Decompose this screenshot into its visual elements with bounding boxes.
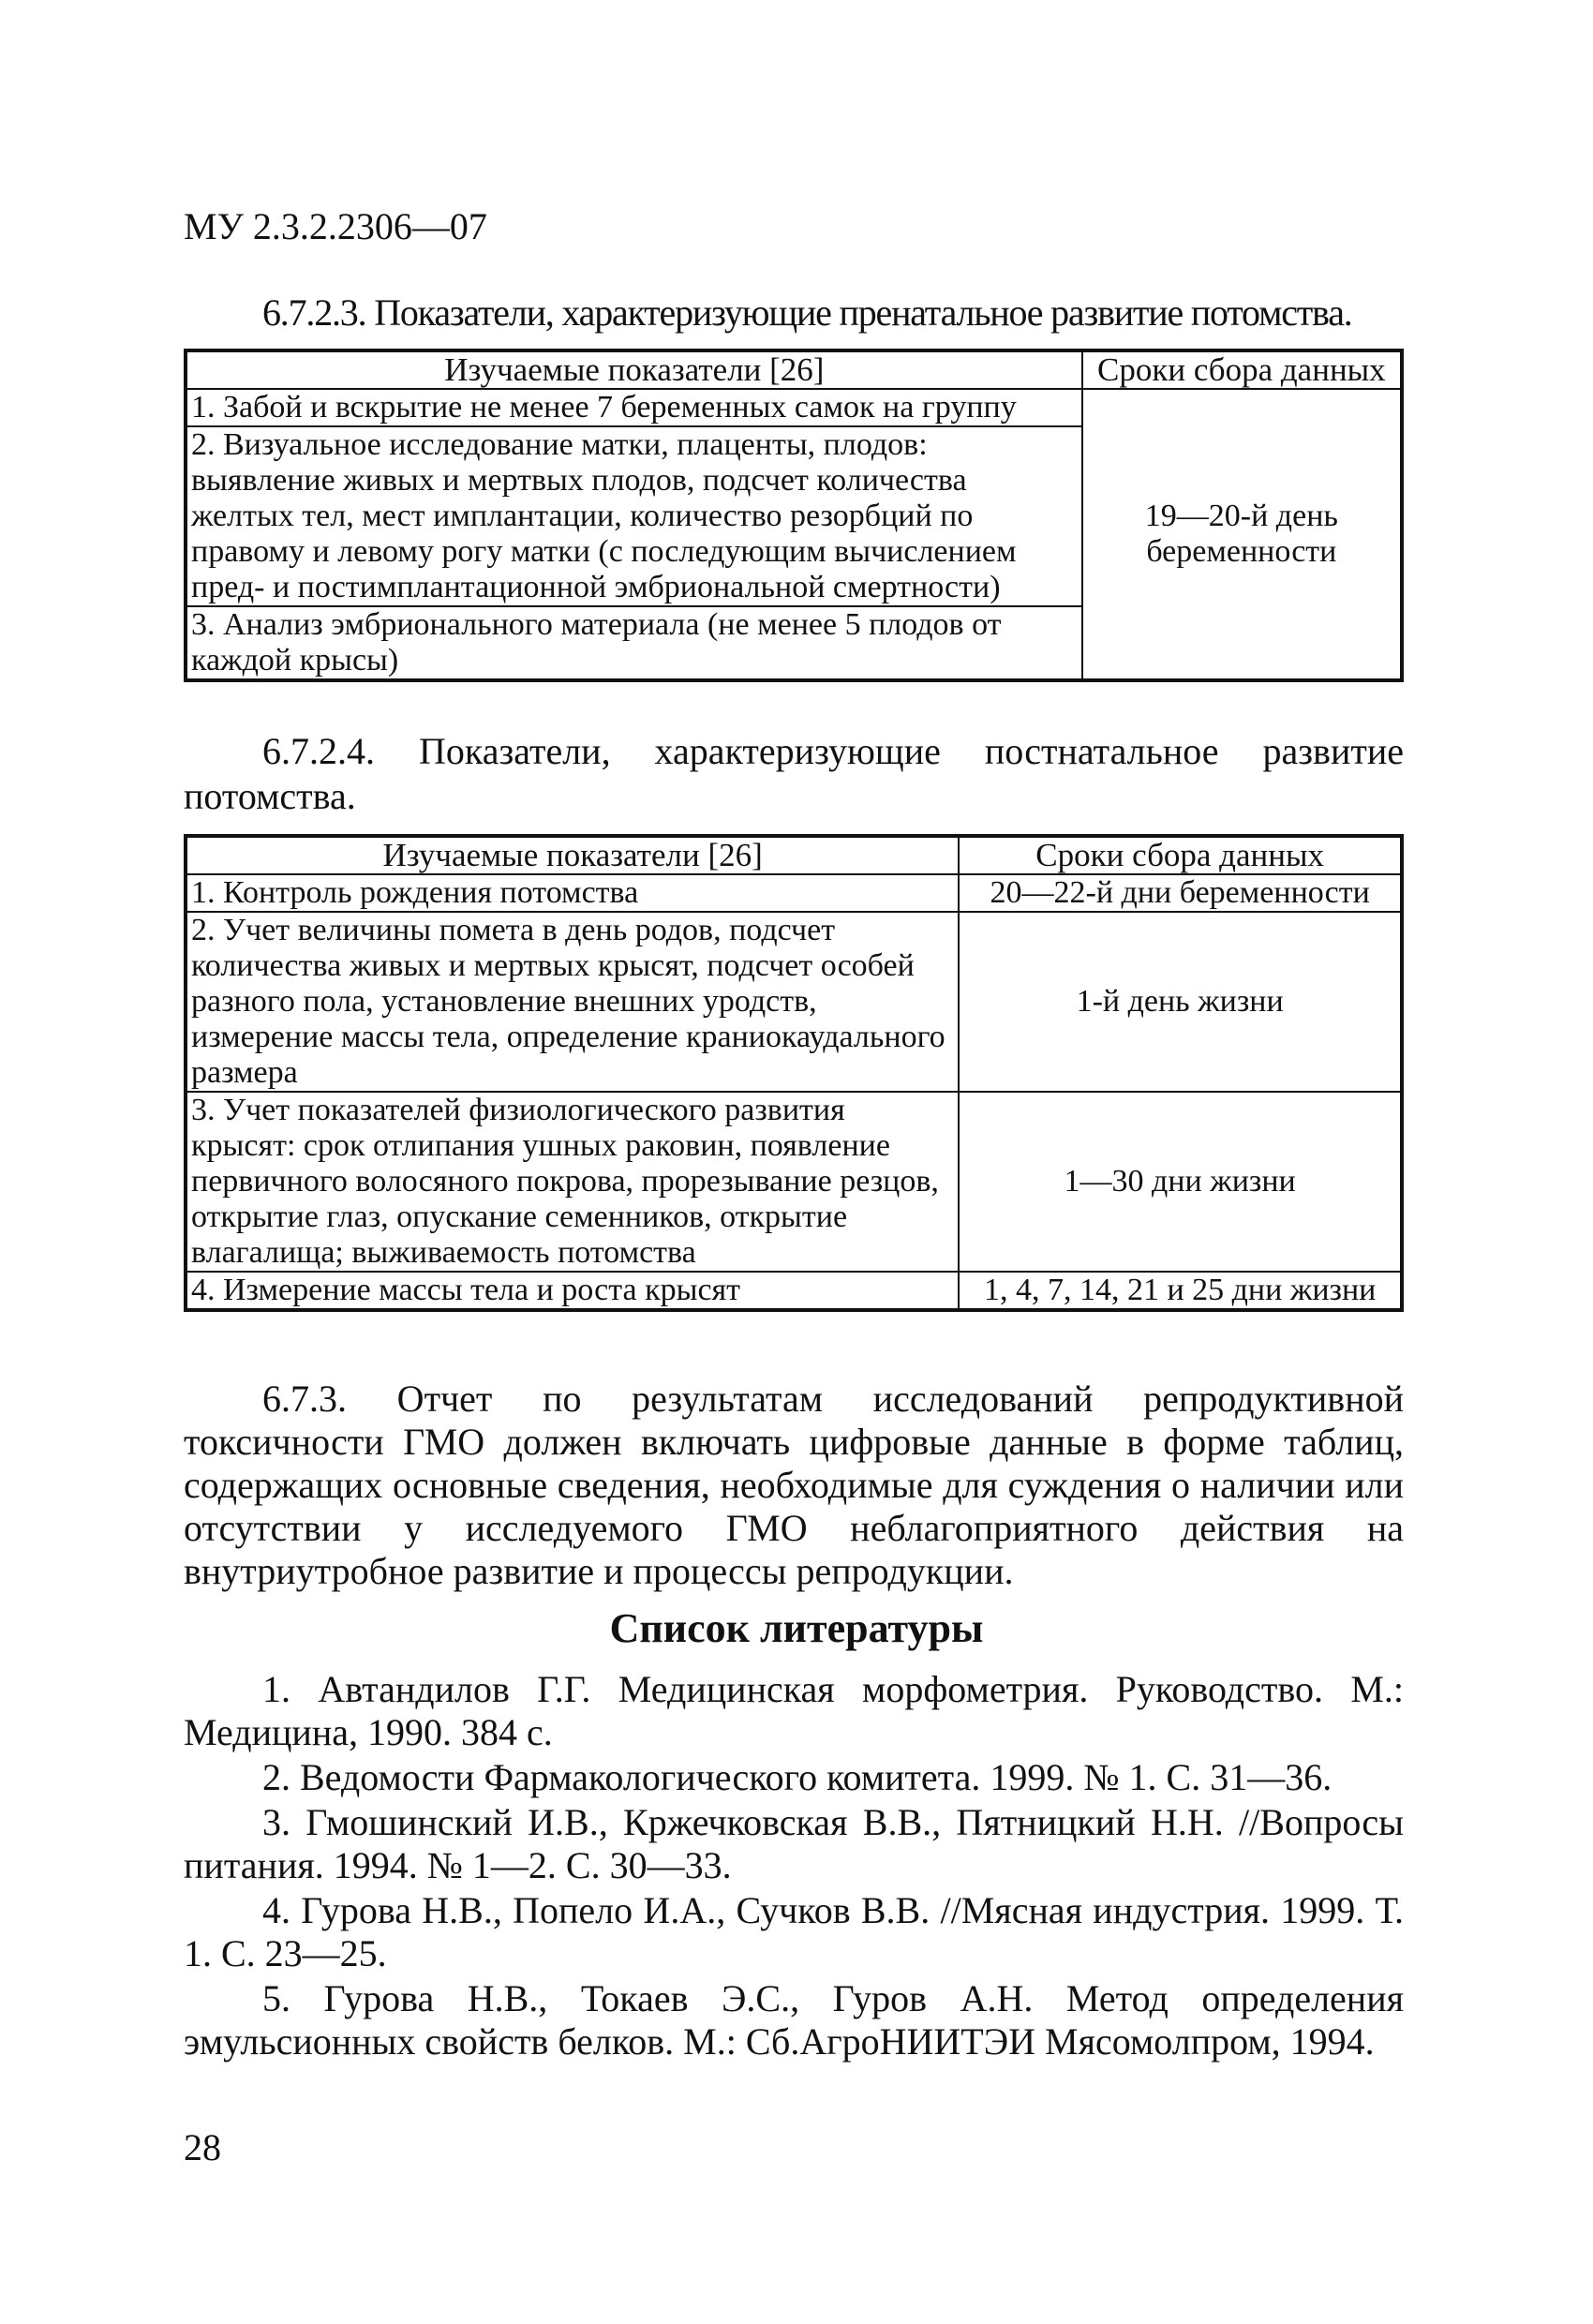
reference-item: 2. Ведомости Фармакологического комитета. 1999. № 1. С. 31—36. (262, 1756, 1332, 1798)
page-number: 28 (184, 2126, 221, 2168)
term-cell: 1, 4, 7, 14, 21 и 25 дни жизни (959, 1272, 1402, 1310)
indicator-cell: 3. Анализ эмбрионального материала (не менее 5 плодов от каждой крысы) (186, 606, 1082, 680)
reference-item: 5. Гурова Н.В., Токаев Э.С., Гуров А.Н. Метод определения эмульсионных свойств белков. М.: Сб.АгроНИИТЭИ Мясомолпром, 1994. (184, 1977, 1404, 2063)
column-header-indicators: Изучаемые показатели [26] (186, 836, 959, 874)
postnatal-section-title: 6.7.2.4. Показатели, характеризующие постнатальное развитие потомства. (184, 730, 1404, 817)
references-heading: Список литературы (609, 1605, 984, 1651)
document-code: МУ 2.3.2.2306—07 (184, 205, 487, 247)
column-header-terms: Сроки сбора данных (1082, 350, 1402, 389)
table-header-row (186, 836, 1402, 874)
prenatal-indicators-table (184, 349, 1404, 682)
indicator-cell: 1. Забой и вскрытие не менее 7 беременных самок на группу (186, 389, 1082, 426)
term-cell: 1—30 дни жизни (959, 1092, 1402, 1272)
reference-item: 1. Автандилов Г.Г. Медицинская морфометрия. Руководство. М.: Медицина, 1990. 384 с. (184, 1668, 1404, 1753)
indicator-cell: 3. Учет показателей физиологического развития крысят: срок отлипания ушных раковин, появление первичного волосяного покрова, прорезывание резцов, открытие глаз, опускание семенников, открытие влагалища; выживаемость потомства (186, 1092, 959, 1272)
indicator-cell: 4. Измерение массы тела и роста крысят (186, 1272, 959, 1310)
reference-item: 4. Гурова Н.В., Попело И.А., Сучков В.В. //Мясная индустрия. 1999. Т. 1. С. 23—25. (184, 1889, 1404, 1974)
references-list (184, 1668, 1404, 2065)
column-header-indicators: Изучаемые показатели [26] (186, 350, 1082, 389)
indicator-cell: 2. Учет величины помета в день родов, подсчет количества живых и мертвых крысят, подсчет особей разного пола, установление внешних уродств, измерение массы тела, определение краниокаудального размера (186, 912, 959, 1092)
indicator-cell: 2. Визуальное исследование матки, плаценты, плодов: выявление живых и мертвых плодов, подсчет количества желтых тел, мест имплантации, количество резорбций по правому и левому рогу матки (с последующим вычислением пред- и постимплантационной эмбриональной смертности) (186, 426, 1082, 606)
table-header-row (186, 350, 1402, 389)
term-cell: 20—22-й дни беременности (959, 874, 1402, 912)
term-cell: 1-й день жизни (959, 912, 1402, 1092)
indicator-cell: 1. Контроль рождения потомства (186, 874, 959, 912)
table-row (186, 389, 1402, 426)
table-row (186, 912, 1402, 1092)
table-row (186, 1272, 1402, 1310)
table-row (186, 874, 1402, 912)
term-cell: 19—20-й день беременности (1082, 389, 1402, 680)
postnatal-indicators-table (184, 834, 1404, 1312)
column-header-terms: Сроки сбора данных (959, 836, 1402, 874)
report-paragraph: 6.7.3. Отчет по результатам исследований репродуктивной токсичности ГМО должен включать цифровые данные в форме таблиц, содержащих основные сведения, необходимые для суждения о наличии или отсутствии у исследуемого ГМО неблагоприятного действия на внутриутробное развитие и процессы репродукции. (184, 1378, 1404, 1592)
prenatal-section-title: 6.7.2.3. Показатели, характеризующие пренатальное развитие потомства. (262, 291, 1352, 334)
table-row (186, 1092, 1402, 1272)
reference-item: 3. Гмошинский И.В., Кржечковская В.В., Пятницкий Н.Н. //Вопросы питания. 1994. № 1—2. С. 30—33. (184, 1801, 1404, 1886)
